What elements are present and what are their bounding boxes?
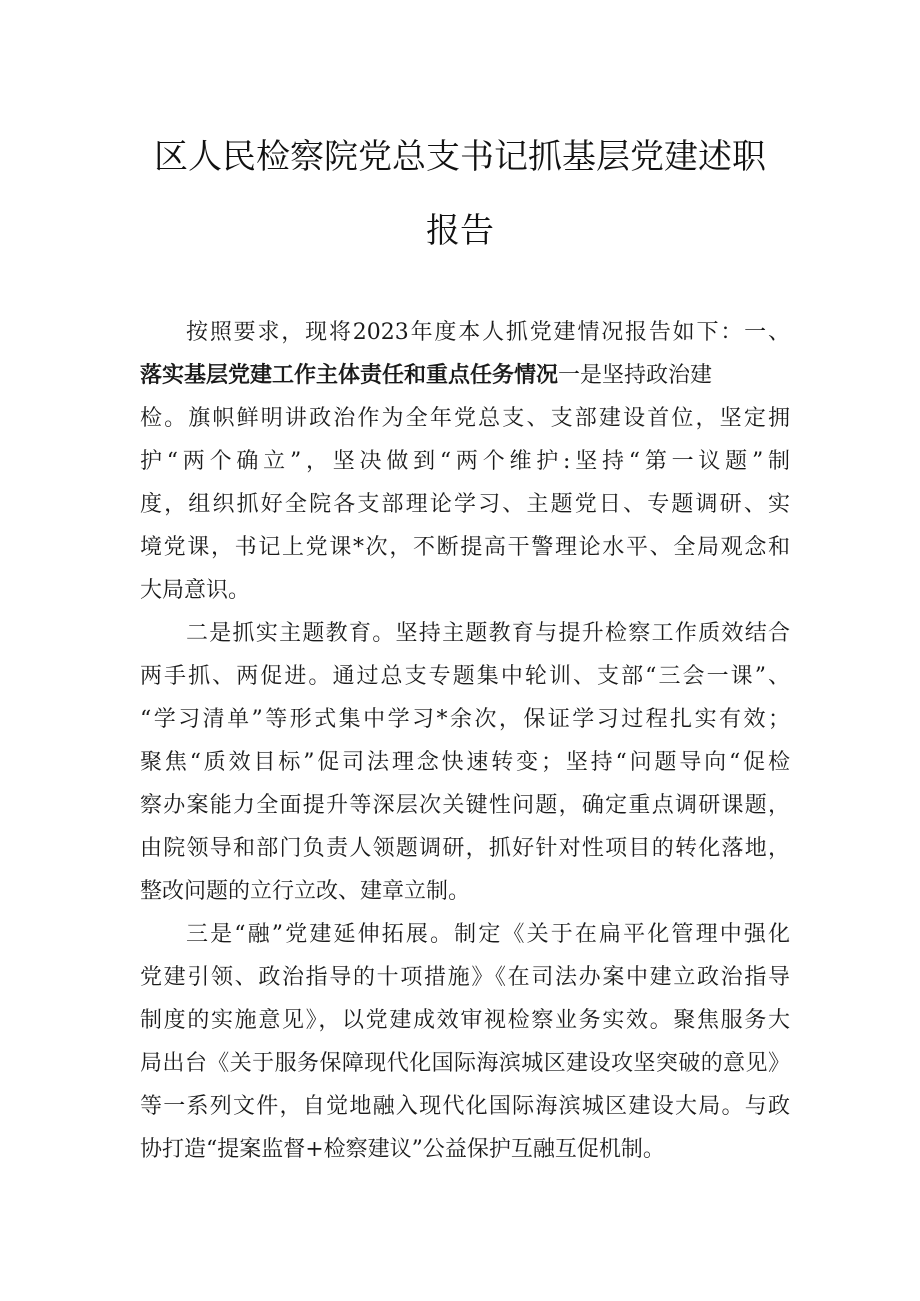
body-line: 整改问题的立行立改、建章立制。 bbox=[140, 879, 471, 904]
body-line: 境党课，书记上党课*次，不断提高干警理论水平、全局观念和 bbox=[140, 535, 790, 560]
body-line: 大局意识。 bbox=[140, 578, 251, 603]
body-line bbox=[140, 362, 790, 390]
body-line: 等一系列文件，自觉地融入现代化国际海滨城区建设大局。与政 bbox=[140, 1094, 790, 1119]
section-heading: 落实基层党建工作主体责任和重点任务情况 bbox=[140, 363, 559, 388]
body-line: 党建引领、政治指导的十项措施》《在司法办案中建立政治指导 bbox=[140, 965, 790, 990]
body-line: 察办案能力全面提升等深层次关键性问题，确定重点调研课题， bbox=[140, 793, 790, 818]
body-line: 两手抓、两促进。通过总支专题集中轮训、支部“三会一课”、 bbox=[140, 664, 790, 689]
body-line: 二是抓实主题教育。坚持主题教育与提升检察工作质效结合 bbox=[186, 621, 790, 646]
document-title-line-2: 报告 bbox=[426, 211, 494, 251]
body-line: 度，组织抓好全院各支部理论学习、主题党日、专题调研、实 bbox=[140, 492, 790, 517]
body-line: 护“两个确立”，坚决做到“两个维护:坚持“第一议题”制 bbox=[140, 449, 790, 474]
body-line: 由院领导和部门负责人领题调研，抓好针对性项目的转化落地， bbox=[140, 836, 790, 861]
body-text: 一是坚持政治建 bbox=[558, 363, 713, 388]
body-line: 制度的实施意见》，以党建成效审视检察业务实效。聚焦服务大 bbox=[140, 1008, 790, 1033]
body-line: 协打造“提案监督+检察建议”公益保护互融互促机制。 bbox=[140, 1137, 665, 1162]
body-line: 检。旗帜鲜明讲政治作为全年党总支、支部建设首位，坚定拥 bbox=[140, 406, 790, 431]
body-line: 按照要求，现将2023年度本人抓党建情况报告如下：一、 bbox=[186, 320, 790, 345]
body-line: 局出台《关于服务保障现代化国际海滨城区建设攻坚突破的意见》 bbox=[140, 1051, 790, 1076]
body-line: 聚焦“质效目标”促司法理念快速转变；坚持“问题导向“促检 bbox=[140, 750, 790, 775]
body-line: 三是“融”党建延伸拓展。制定《关于在扁平化管理中强化 bbox=[186, 922, 790, 947]
body-line: “学习清单”等形式集中学习*余次，保证学习过程扎实有效； bbox=[140, 707, 790, 732]
document-title-line-1: 区人民检察院党总支书记抓基层党建述职 bbox=[154, 137, 766, 177]
